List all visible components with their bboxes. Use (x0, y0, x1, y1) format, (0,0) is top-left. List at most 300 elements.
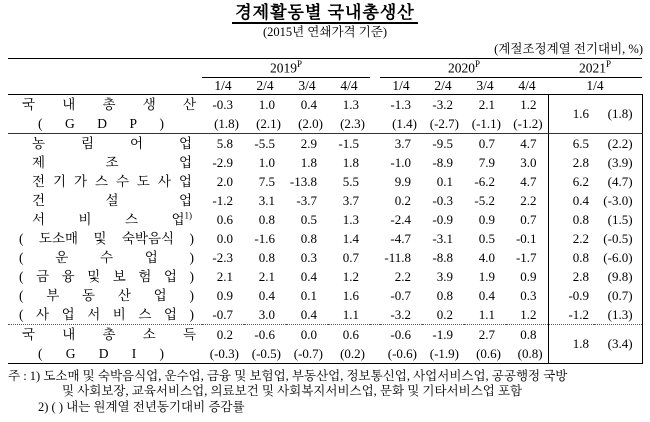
label-segment: 서 (87, 306, 101, 322)
row-label-text (8, 229, 202, 248)
footnote-line-1: 주 : 1) 도소매 및 숙박음식업, 운수업, 금융 및 보험업, 부동산업, 정보통신업, 사업서비스업, 공공행정 국방 (8, 368, 568, 383)
value-cell: -6.2 (474, 173, 496, 189)
value-cell: -8.9 (432, 154, 454, 170)
value-cell: 6.2 (548, 172, 594, 191)
value-cell: (4.7) (594, 172, 642, 191)
label-segment: 운 (55, 249, 69, 265)
label-segment: 설 (105, 192, 119, 208)
footnote-line-2: 및 사회보장, 교육서비스업, 의료보건 및 사회복지서비스업, 문화 및 기타서비스업 포함 (62, 384, 523, 398)
value-cell: 2.9 (300, 135, 317, 151)
label-segment: 수 (99, 249, 113, 265)
row-label-text (8, 153, 202, 172)
quarter-header: 3/4 (464, 77, 506, 94)
value-cell: (-0.5) (594, 229, 642, 248)
title-wrap (0, 3, 650, 24)
value-cell: (-0.3) (202, 344, 244, 364)
label-segment: 서 (32, 211, 46, 227)
label-segment: 비 (78, 211, 92, 227)
value-cell: (0.7) (594, 286, 642, 305)
value-cell: 2.8 (548, 153, 594, 172)
value-cell: 0.8 (548, 210, 594, 229)
value-cell: -1.5 (338, 135, 360, 151)
value-cell: 0.6 (216, 211, 233, 227)
value-cell: -0.7 (212, 306, 233, 322)
value-cell: -0.1 (515, 230, 537, 246)
label-segment: 건 (32, 192, 46, 208)
value-cell: 0.0 (216, 230, 233, 246)
year-2020 (380, 59, 548, 78)
label-segment: ) (189, 287, 194, 303)
value-cell: -1.6 (254, 230, 275, 246)
label-segment: 조 (105, 154, 119, 170)
value-cell: -3.2 (390, 306, 412, 322)
quarter-header: 1/4 (548, 77, 642, 94)
value-cell: -4.7 (390, 230, 412, 246)
header-blank (8, 59, 202, 78)
label-segment: 스 (94, 173, 108, 189)
label-segment: 업 (178, 154, 192, 170)
value-cell: -0.3 (432, 192, 454, 208)
label-segment: 스 (138, 306, 152, 322)
value-cell: 2.2 (394, 268, 412, 284)
value-cell: (2.1) (244, 114, 286, 134)
value-cell: -1.7 (515, 249, 537, 265)
year-2021 (548, 59, 642, 78)
row-label-text (8, 344, 202, 363)
table-row (8, 94, 642, 114)
value-cell: 1.3 (342, 96, 360, 112)
footnote-line-3: 2) ( ) 내는 원계열 전년동기대비 증감률 (38, 399, 245, 414)
table-row (8, 267, 642, 286)
value-cell: 9.9 (394, 173, 412, 189)
label-segment: 수 (115, 173, 129, 189)
table-row (8, 344, 642, 364)
value-cell: -5.2 (474, 192, 496, 208)
row-label-text (8, 248, 202, 267)
value-cell: 0.8 (300, 230, 317, 246)
value-cell: 1.4 (342, 230, 360, 246)
label-segment: ) (189, 306, 194, 322)
label-segment: G (64, 115, 75, 131)
value-cell: (0.2) (328, 344, 370, 364)
table-row (8, 114, 642, 134)
value-cell: 1.1 (342, 306, 360, 322)
column-spacer (370, 324, 380, 344)
column-spacer (370, 94, 380, 114)
value-cell: 1.8 (548, 324, 594, 363)
label-segment: ) (159, 115, 164, 131)
header-spacer (370, 59, 380, 78)
value-cell: (-1.9) (422, 344, 464, 364)
value-cell: 2.2 (548, 229, 594, 248)
column-spacer (370, 248, 380, 267)
value-cell: 0.5 (300, 211, 317, 227)
year-label: 2019 (270, 60, 297, 76)
value-cell: 1.1 (478, 306, 496, 322)
label-segment: 업 (178, 173, 192, 189)
value-cell: 0.7 (342, 249, 360, 265)
column-spacer (370, 153, 380, 172)
value-cell: 2.7 (464, 324, 506, 344)
label-segment: 내 (62, 96, 76, 112)
year-label: 2020 (448, 60, 476, 76)
header-spacer (370, 77, 380, 94)
label-segment: 림 (80, 135, 95, 151)
value-cell: (1.8) (594, 94, 642, 133)
value-cell: (-0.7) (286, 344, 328, 364)
value-cell: 6.5 (548, 133, 594, 153)
label-segment: I (131, 345, 137, 361)
row-label-text (8, 325, 202, 344)
value-cell: 4.7 (520, 173, 537, 189)
label-segment: 부 (46, 287, 60, 303)
column-spacer (370, 172, 380, 191)
value-cell: 3.7 (394, 135, 412, 151)
label-segment: 업 (61, 306, 75, 322)
table-row (8, 153, 642, 172)
label-segment: 소 (142, 326, 156, 342)
value-cell: 0.8 (258, 249, 275, 265)
quarter-header: 2/4 (422, 77, 464, 94)
label-segment: 농 (32, 135, 46, 151)
value-cell: 1.8 (300, 154, 317, 170)
value-cell: -0.6 (244, 324, 286, 344)
label-segment: ) (189, 230, 194, 246)
value-cell: -13.8 (289, 173, 317, 189)
value-cell: (-1.2) (506, 114, 548, 134)
label-segment: 업 (153, 287, 167, 303)
value-cell: 2.1 (216, 268, 233, 284)
value-cell: (0.6) (464, 344, 506, 364)
value-cell: 0.3 (520, 287, 537, 303)
row-label-text (8, 286, 202, 305)
label-footnote-ref: 1) (184, 210, 192, 220)
value-cell: 0.2 (436, 306, 454, 322)
value-cell: (1.8) (202, 114, 244, 134)
label-segment: 사 (36, 306, 50, 322)
value-cell: 0.4 (258, 287, 275, 303)
value-cell: 5.5 (342, 173, 360, 189)
label-segment: 국 (22, 326, 36, 342)
value-cell: 1.6 (548, 94, 594, 133)
label-segment: 융 (61, 268, 75, 284)
row-label (8, 153, 202, 172)
label-segment: ( (19, 306, 24, 322)
row-label (8, 210, 202, 229)
value-cell: (-6.0) (594, 248, 642, 267)
value-cell: (2.0) (286, 114, 328, 134)
value-cell: 0.4 (300, 268, 317, 284)
label-segment: 업 (163, 268, 177, 284)
value-cell: 2.1 (478, 96, 496, 112)
column-spacer (370, 344, 380, 364)
label-segment: ( (19, 268, 24, 284)
row-label-text (8, 305, 202, 324)
row-label (8, 267, 202, 286)
row-label-text (8, 210, 202, 229)
label-segment: ( (38, 345, 43, 361)
label-segment: 업$^{1)}$ (171, 210, 192, 227)
year-sup: P (475, 59, 481, 69)
column-spacer (370, 286, 380, 305)
table-row (8, 172, 642, 191)
value-cell: 7.5 (258, 173, 275, 189)
column-spacer (370, 267, 380, 286)
row-label (8, 248, 202, 267)
quarter-header: 4/4 (506, 77, 548, 94)
value-cell: -8.8 (432, 249, 454, 265)
label-segment: P (129, 115, 137, 131)
gdp-table (8, 58, 643, 364)
value-cell: (3.9) (594, 153, 642, 172)
label-segment: 총 (102, 326, 116, 342)
label-segment: 도 (136, 173, 150, 189)
label-segment: ) (189, 249, 194, 265)
value-cell: 0.9 (520, 268, 537, 284)
label-segment: 금 (36, 268, 50, 284)
year-sup: P (606, 59, 612, 69)
value-cell: 0.3 (300, 249, 317, 265)
row-label (8, 133, 202, 153)
column-spacer (370, 305, 380, 325)
quarter-header: 4/4 (328, 77, 370, 94)
page-subtitle: (2015년 연쇄가격 기준) (262, 25, 388, 39)
column-spacer (370, 210, 380, 229)
label-segment: 총 (102, 96, 116, 112)
quarter-header: 2/4 (244, 77, 286, 94)
label-segment: 업 (178, 192, 192, 208)
value-cell: -3.2 (432, 96, 454, 112)
row-label (8, 344, 202, 364)
value-cell: 4.0 (478, 249, 496, 265)
value-cell: -3.1 (432, 230, 454, 246)
value-cell: 2.0 (216, 173, 233, 189)
value-cell: 0.1 (300, 287, 317, 303)
table-row (8, 210, 642, 229)
value-cell: 2.8 (548, 267, 594, 286)
value-cell: -0.9 (548, 286, 594, 305)
value-cell: 1.3 (342, 211, 360, 227)
value-cell: 1.2 (520, 306, 537, 322)
label-segment: 업 (144, 249, 158, 265)
value-cell: 3.0 (520, 154, 537, 170)
header-blank (8, 77, 202, 94)
value-cell: 3.9 (436, 268, 454, 284)
label-segment: ( (19, 249, 24, 265)
label-segment: ( (19, 230, 24, 246)
row-label (8, 324, 202, 344)
value-cell: 2.1 (258, 268, 275, 284)
value-cell: -1.3 (390, 96, 412, 112)
value-cell: (3.4) (594, 324, 642, 363)
quarter-header: 1/4 (202, 77, 244, 94)
label-segment: 산 (182, 96, 196, 112)
year-label: 2021 (579, 60, 607, 76)
value-cell: -2.9 (212, 154, 233, 170)
label-segment: 스 (124, 211, 139, 227)
year-header-row (8, 59, 642, 78)
row-label-text (8, 95, 202, 114)
quarter-header-row (8, 77, 642, 94)
label-segment: 산 (117, 287, 131, 303)
value-cell: 1.8 (342, 154, 360, 170)
value-cell: -1.0 (390, 154, 412, 170)
row-label (8, 305, 202, 325)
value-cell: 0.8 (548, 248, 594, 267)
value-cell: 0.1 (436, 173, 454, 189)
value-cell: (2.2) (594, 133, 642, 153)
value-cell: 2.2 (520, 192, 537, 208)
value-cell: 0.0 (286, 324, 328, 344)
value-cell: 0.4 (300, 306, 317, 322)
unit-note: (계절조정계열 전기대비, %) (494, 42, 643, 56)
value-cell: 0.8 (436, 287, 454, 303)
value-cell: 1.2 (342, 268, 360, 284)
row-label-text (8, 172, 202, 191)
label-segment: 비 (112, 306, 126, 322)
label-segment: 동 (82, 287, 96, 303)
row-label-text (8, 191, 202, 210)
label-segment: D (97, 115, 107, 131)
label-segment: 험 (138, 268, 152, 284)
value-cell: 0.9 (478, 211, 496, 227)
year-sup: P (297, 59, 303, 69)
label-segment: 전 (32, 173, 46, 189)
value-cell: (1.5) (594, 210, 642, 229)
value-cell: 3.7 (342, 192, 360, 208)
label-segment: ( (38, 115, 43, 131)
value-cell: 1.2 (520, 96, 537, 112)
table-row (8, 133, 642, 153)
row-label (8, 286, 202, 305)
row-label (8, 94, 202, 114)
value-cell: -9.5 (432, 135, 454, 151)
value-cell: 1.0 (258, 154, 275, 170)
value-cell: (-1.1) (464, 114, 506, 134)
value-cell: 0.2 (394, 192, 412, 208)
row-label (8, 229, 202, 248)
column-spacer (370, 229, 380, 248)
label-segment: 보 (112, 268, 126, 284)
label-segment: 생 (142, 96, 156, 112)
label-segment: 득 (182, 326, 196, 342)
value-cell: 5.8 (216, 135, 233, 151)
label-segment: G (65, 345, 76, 361)
label-segment: 업 (163, 306, 177, 322)
value-cell: 7.9 (478, 154, 496, 170)
value-cell: (-0.5) (244, 344, 286, 364)
label-segment: ( (19, 287, 24, 303)
value-cell: -0.9 (432, 211, 454, 227)
label-segment: 사 (157, 173, 171, 189)
label-segment: 어 (129, 135, 144, 151)
value-cell: -2.4 (390, 211, 412, 227)
row-label-text (8, 134, 202, 153)
value-cell: -2.3 (212, 249, 233, 265)
label-segment: 국 (22, 96, 36, 112)
table-body (8, 94, 642, 363)
label-segment: 기 (52, 173, 67, 189)
label-segment: D (98, 345, 109, 361)
value-cell: 0.8 (506, 324, 548, 344)
column-spacer (370, 133, 380, 153)
value-cell: -0.3 (212, 96, 233, 112)
table-row (8, 229, 642, 248)
value-cell: 0.2 (202, 324, 244, 344)
label-segment: 도소매 (38, 230, 79, 246)
label-segment: 및 (87, 268, 101, 284)
label-segment: 및 (93, 230, 107, 246)
label-segment: 업 (178, 135, 192, 151)
label-segment: ) (189, 268, 194, 284)
value-cell: -1.9 (422, 324, 464, 344)
value-cell: 0.9 (216, 287, 233, 303)
row-label-text (8, 267, 202, 286)
row-label (8, 191, 202, 210)
value-cell: (-2.7) (422, 114, 464, 134)
quarter-header: 3/4 (286, 77, 328, 94)
value-cell: (9.8) (594, 267, 642, 286)
value-cell: -3.7 (296, 192, 317, 208)
value-cell: -1.2 (548, 305, 594, 325)
row-label (8, 114, 202, 134)
value-cell: -11.8 (384, 249, 412, 265)
column-spacer (370, 114, 380, 134)
value-cell: -0.6 (380, 324, 422, 344)
value-cell: -1.2 (212, 192, 233, 208)
value-cell: (1.4) (380, 114, 422, 134)
value-cell: 3.0 (258, 306, 275, 322)
value-cell: (1.3) (594, 305, 642, 325)
label-segment: 가 (73, 173, 88, 189)
table-header (8, 59, 642, 95)
label-segment: 내 (62, 326, 76, 342)
value-cell: 1.9 (478, 268, 496, 284)
value-cell: (0.8) (506, 344, 548, 364)
value-cell: 0.4 (478, 287, 496, 303)
year-2019 (202, 59, 370, 78)
column-spacer (370, 191, 380, 210)
row-label (8, 172, 202, 191)
value-cell: (2.3) (328, 114, 370, 134)
table-row (8, 286, 642, 305)
table-row (8, 305, 642, 325)
value-cell: (-3.0) (594, 191, 642, 210)
value-cell: 0.4 (548, 191, 594, 210)
label-segment: 숙박음식 (121, 230, 175, 246)
value-cell: 0.7 (520, 211, 537, 227)
value-cell: 1.6 (342, 287, 360, 303)
label-segment: ) (159, 345, 164, 361)
value-cell: 0.5 (478, 230, 496, 246)
value-cell: 0.7 (478, 135, 496, 151)
value-cell: (-0.6) (380, 344, 422, 364)
page-title: 경제활동별 국내총생산 (232, 3, 417, 24)
value-cell: 1.0 (258, 96, 275, 112)
value-cell: -0.7 (390, 287, 412, 303)
value-cell: 0.8 (258, 211, 275, 227)
value-cell: -5.5 (254, 135, 275, 151)
row-label-text (8, 114, 202, 133)
value-cell: 0.6 (328, 324, 370, 344)
table-row (8, 324, 642, 344)
value-cell: 4.7 (520, 135, 537, 151)
value-cell: 0.4 (300, 96, 317, 112)
value-cell: 3.1 (258, 192, 275, 208)
quarter-header: 1/4 (380, 77, 422, 94)
table-row (8, 191, 642, 210)
label-segment: 제 (32, 154, 46, 170)
